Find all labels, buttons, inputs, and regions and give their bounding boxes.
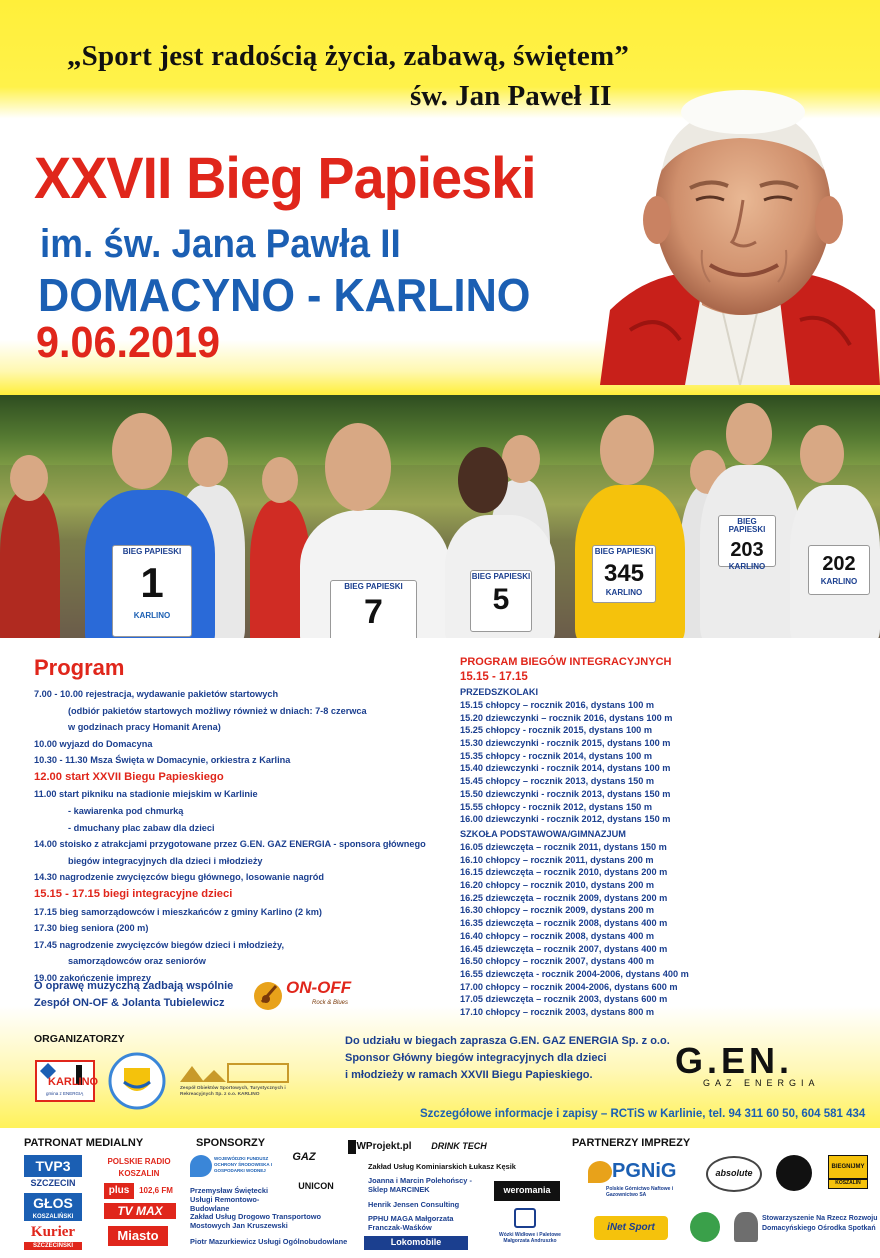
event-title: XXVII Bieg Papieski <box>34 146 536 211</box>
preschool-run-item: 15.25 chłopcy - rocznik 2015, dystans 100 m <box>460 725 653 736</box>
glos-logo: GŁOS <box>24 1193 82 1213</box>
program-item: 14.30 nagrodzenie zwycięzców biegu głównego, losowanie nagród <box>34 872 324 883</box>
program-item: 10.30 - 11.30 Msza Święta w Domacynie, orkiestra z Karlina <box>34 755 291 766</box>
coat-of-arms-logo <box>108 1052 166 1110</box>
preschool-run-item: 15.30 dziewczynki - rocznik 2015, dystans 100 m <box>460 738 671 749</box>
program-item: - dmuchany plac zabaw dla dzieci <box>68 822 215 833</box>
school-run-item: 17.00 chłopcy – rocznik 2004-2006, dystans 600 m <box>460 981 678 992</box>
wprojekt-logo: WProjekt.pl <box>348 1140 412 1154</box>
rctis-logo <box>180 1058 290 1108</box>
program-item: w godzinach pracy Homanit Arena) <box>68 722 221 733</box>
program-item: 17.15 bieg samorządowców i mieszkańców z gminy Karlino (2 km) <box>34 906 322 917</box>
gen-logo-text: G.EN. <box>675 1040 794 1081</box>
program-list <box>34 686 444 987</box>
sponsors-label: SPONSORZY <box>196 1137 266 1149</box>
jensen-sponsor: Henrik Jensen Consulting <box>368 1200 460 1209</box>
contact-info: Szczegółowe informacje i zapisy – RCTiS w Karlinie, tel. 94 311 60 50, 604 581 434 <box>420 1108 866 1120</box>
program-item: 17.45 nagrodzenie zwycięzców biegów dzieci i młodzieży, <box>34 939 285 950</box>
invite-text <box>345 1033 675 1084</box>
wfos-logo: WOJEWÓDZKI FUNDUSZ OCHRONY ŚRODOWISKA I GOSPODARKI WODNEJ <box>214 1156 273 1173</box>
program-item: 19.00 zakończenie imprezy <box>34 972 151 983</box>
school-run-item: 16.35 dziewczęta – rocznik 2008, dystans 400 m <box>460 918 668 929</box>
polehonscy-sponsor: Joanna i Marcin Polehońscy - Sklep MARCINEK <box>368 1176 472 1194</box>
event-date: 9.06.2019 <box>36 318 221 367</box>
runner-head <box>800 425 844 483</box>
runner-head <box>10 455 48 501</box>
polskie-radio-logo: POLSKIE RADIO <box>107 1156 171 1166</box>
bib: BIEG PAPIESKI 1 KARLINO <box>112 545 192 637</box>
unicon-logo: UNICON <box>298 1181 334 1192</box>
preschool-run-item: 15.55 chłopcy - rocznik 2012, dystans 150 m <box>460 801 653 812</box>
kurier-logo: Kurier <box>30 1224 76 1241</box>
maga-sponsor: PPHU MAGA Małgorzata Franczak-Waśków <box>368 1214 454 1232</box>
music-line: Zespół ON-OF & Jolanta Tubielewicz <box>34 997 225 1009</box>
music-note <box>34 978 233 1012</box>
radio-plus-logo: plus <box>104 1183 134 1199</box>
integration-time: 15.15 - 17.15 <box>460 671 528 683</box>
gen-logo <box>675 1040 850 1090</box>
onoff-tagline: Rock & Blues <box>312 1000 349 1006</box>
music-line: O oprawę muzyczną zadbają wspólnie <box>34 980 234 992</box>
section-school: SZKOŁA PODSTAWOWA/GIMNAZJUM <box>460 829 626 839</box>
inet-sport-logo: iNet Sport <box>594 1216 668 1240</box>
bib: BIEG PAPIESKI 7 <box>330 580 417 638</box>
pope-portrait <box>600 60 880 385</box>
przemyslaw-sponsor: Przemysław Świętecki Usługi Remontowo-Budowlane <box>190 1186 269 1213</box>
kesik-sponsor: Zakład Usług Kominiarskich Łukasz Kęsik <box>368 1162 516 1171</box>
school-run-item: 17.05 dziewczęta – rocznik 2003, dystans 600 m <box>460 994 668 1005</box>
radio-freq: 102,6 FM <box>139 1185 173 1195</box>
program-item: 7.00 - 10.00 rejestracja, wydawanie pakietów startowych <box>34 689 279 699</box>
glos-sub: KOSZALIŃSKI <box>24 1213 82 1221</box>
onoff-logo-text: ON-OFF <box>286 978 352 997</box>
runner-head <box>325 423 391 511</box>
rctis-logo-text: Zespół Obiektów Sportowych, Turystycznych i Rekreacyjnych Sp. z o.o. KARLINO <box>180 1086 286 1097</box>
school-run-item: 16.25 dziewczęta – rocznik 2009, dystans 200 m <box>460 892 668 903</box>
pgnig-logo: PGNiG <box>612 1159 677 1182</box>
program-item: 12.00 start XXVII Biegu Papieskiego <box>34 770 224 783</box>
preschool-run-item: 15.50 dziewczynki - rocznik 2013, dystans 150 m <box>460 788 671 799</box>
bib: BIEG PAPIESKI 203 KARLINO <box>718 515 776 567</box>
zaklad-drogowy-sponsor: Zakład Usług Drogowo Transportowo Mostowych Jan Kruszewski <box>190 1212 321 1230</box>
kurier-sub: SZCZECIŃSKI <box>24 1242 82 1250</box>
preschool-run-item: 15.45 chłopcy – rocznik 2013, dystans 150 m <box>460 776 655 787</box>
program-item: (odbiór pakietów startowych możliwy również w dniach: 7-8 czerwca <box>68 705 367 716</box>
preschool-run-item: 15.20 dziewczynki – rocznik 2016, dystans 100 m <box>460 712 673 723</box>
program-item: 15.15 - 17.15 biegi integracyjne dzieci <box>34 888 233 901</box>
school-run-item: 16.15 dziewczęta – rocznik 2010, dystans 200 m <box>460 867 668 878</box>
school-run-item: 16.05 dziewczęta – rocznik 2011, dystans 150 m <box>460 842 667 852</box>
program-item: - kawiarenka pod chmurką <box>68 806 184 817</box>
program-item: 17.30 bieg seniora (200 m) <box>34 923 149 934</box>
onoff-logo <box>252 972 362 1018</box>
mazurkiewicz-sponsor: Piotr Mazurkiewicz Usługi Ogólnobudowlane <box>190 1237 348 1246</box>
school-run-item: 16.45 dziewczęta – rocznik 2007, dystans 400 m <box>460 943 668 954</box>
runner-head <box>458 447 508 513</box>
stowarzyszenie-partner: Stowarzyszenie Na Rzecz Rozwoju Domacyńskiego Ośrodka Spotkań <box>762 1215 878 1232</box>
integration-title: PROGRAM BIEGÓW INTEGRACYJNYCH <box>460 656 672 668</box>
gaz-logo: GAZ <box>292 1151 316 1164</box>
program-item: 11.00 start pikniku na stadionie miejskim w Karlinie <box>34 789 258 800</box>
invite-line: Sponsor Główny biegów integracyjnych dla dzieci <box>345 1052 607 1064</box>
biegnijmy-logo: BIEGNIJMY <box>828 1155 868 1179</box>
header-band <box>0 0 880 395</box>
school-run-item: 16.50 chłopcy – rocznik 2007, dystans 400 m <box>460 956 655 967</box>
preschool-run-item: 15.15 chłopcy – rocznik 2016, dystans 100 m <box>460 700 655 710</box>
runner-head <box>112 413 172 489</box>
green-circle-logo <box>690 1212 720 1242</box>
runner-head <box>188 437 228 487</box>
lokomobile-logo: Lokomobile <box>364 1236 468 1250</box>
school-run-item: 17.10 chłopcy – rocznik 2003, dystans 800 m <box>460 1006 655 1017</box>
runners-photo <box>0 395 880 638</box>
figure-icon <box>734 1212 758 1242</box>
section-preschool: PRZEDSZKOLAKI <box>460 687 539 697</box>
coat-of-arms-icon <box>108 1052 166 1110</box>
runner <box>0 490 60 638</box>
bib: BIEG PAPIESKI 5 <box>470 570 532 632</box>
program-item: 14.00 stoisko z atrakcjami przygotowane przez G.EN. GAZ ENERGIA - sponsora głównego <box>34 839 426 850</box>
runner-head <box>262 457 298 503</box>
flame-icon <box>588 1161 612 1183</box>
portrait-illustration <box>600 60 880 385</box>
water-drop-icon <box>190 1155 212 1177</box>
preschool-list <box>460 699 880 826</box>
school-run-item: 16.20 chłopcy – rocznik 2010, dystans 200 m <box>460 880 655 891</box>
miasto-logo: Miasto <box>108 1226 168 1246</box>
tvp3-logo: TVP3 <box>24 1155 82 1177</box>
gen-logo-sub: GAZ ENERGIA <box>703 1078 820 1088</box>
pgnig-sub: Polskie Górnictwo Naftowe i Gazownictwo SA <box>606 1186 674 1198</box>
drinktech-logo: DRINK TECH <box>431 1141 487 1152</box>
school-list <box>460 841 880 1019</box>
tvmax-logo: TV MAX <box>104 1203 176 1219</box>
weromania-logo: weromania <box>494 1181 560 1201</box>
school-run-item: 16.55 dziewczęta - rocznik 2004-2006, dystans 400 m <box>460 968 689 979</box>
koszalin-label: KOSZALIN <box>118 1168 160 1178</box>
school-run-item: 16.30 chłopcy – rocznik 2009, dystans 200 m <box>460 905 655 916</box>
running-club-icon <box>776 1155 812 1191</box>
program-title: Program <box>34 655 125 680</box>
quote-author: św. Jan Paweł II <box>410 80 612 112</box>
bib: BIEG PAPIESKI 345 KARLINO <box>592 545 656 603</box>
tvp3-city: SZCZECIN <box>30 1178 76 1189</box>
preschool-run-item: 15.40 dziewczynki - rocznik 2014, dystans 100 m <box>460 763 671 774</box>
forklift-icon <box>514 1208 536 1228</box>
program-item: biegów integracyjnych dla dzieci i młodzieży <box>68 855 263 866</box>
program-item: 10.00 wyjazd do Domacyna <box>34 738 153 749</box>
runner-head <box>726 403 772 465</box>
karlino-logo-sub: gmina z ENERGIĄ <box>46 1091 84 1096</box>
event-subtitle: im. św. Jana Pawła II <box>40 222 401 266</box>
wozki-sponsor: Wózki Widłowe i Paletowe Małgorzata Andruszko <box>499 1232 561 1244</box>
preschool-run-item: 15.35 chłopcy - rocznik 2014, dystans 100 m <box>460 750 653 761</box>
building-icon <box>180 1058 290 1084</box>
karlino-logo <box>34 1055 99 1107</box>
school-run-item: 16.40 chłopcy – rocznik 2008, dystans 400 m <box>460 930 655 941</box>
program-item: samorządowców oraz seniorów <box>68 956 206 967</box>
bib: 202 KARLINO <box>808 545 870 595</box>
karlino-logo-text: KARLINO <box>48 1076 99 1088</box>
invite-line: Do udziału w biegach zaprasza G.EN. GAZ ENERGIA Sp. z o.o. <box>345 1035 670 1047</box>
runner-head <box>600 415 654 485</box>
absolute-logo: absolute <box>706 1156 762 1192</box>
school-run-item: 16.10 chłopcy – rocznik 2011, dystans 200 m <box>460 854 654 865</box>
preschool-run-item: 16.00 dziewczynki - rocznik 2012, dystans 150 m <box>460 814 671 825</box>
partners-label: PARTNERZY IMPREZY <box>572 1137 691 1149</box>
organizers-label: ORGANIZATORZY <box>34 1033 125 1045</box>
media-patronage-label: PATRONAT MEDIALNY <box>24 1137 144 1149</box>
event-place: DOMACYNO - KARLINO <box>38 269 531 321</box>
quote: „Sport jest radością życia, zabawą, świętem” <box>66 40 630 72</box>
invite-line: i młodzieży w ramach XXVII Biegu Papieskiego. <box>345 1069 593 1081</box>
biegnijmy-sub: KOSZALIN <box>828 1179 868 1189</box>
